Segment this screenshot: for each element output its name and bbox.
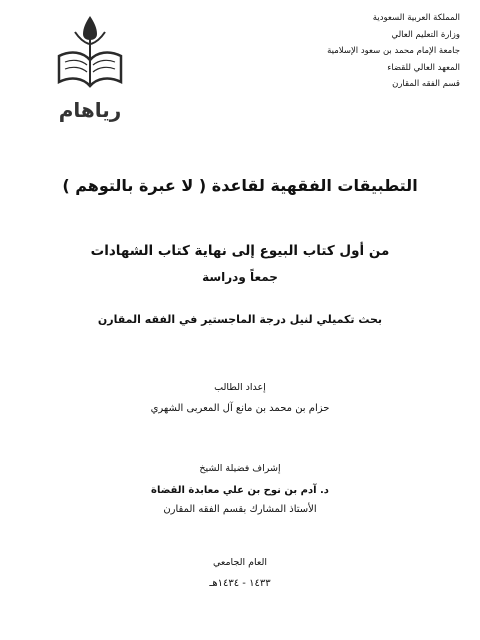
academic-year-label: العام الجامعي	[212, 557, 268, 568]
logo-wordmark: رياهام	[58, 98, 122, 122]
thesis-title: التطبيقات الفقهية لقاعدة ( لا عبرة بالتوهم )	[62, 176, 418, 195]
header-line-department: قسم الفقه المقارن	[392, 79, 460, 89]
thesis-scope: من أول كتاب البيوع إلى نهاية كتاب الشهادات	[90, 243, 390, 259]
header-line-institute: المعهد العالي للقضاء	[387, 62, 460, 73]
emblem-icon	[45, 12, 135, 97]
thesis-method: جمعاً ودراسة	[202, 270, 278, 284]
academic-year: ١٤٣٣ - ١٤٣٤هـ	[209, 578, 271, 589]
university-logo	[45, 12, 135, 122]
header-line-country: المملكة العربية السعودية	[372, 13, 460, 23]
student-label: إعداد الطالب	[214, 382, 266, 393]
header-line-university: جامعة الإمام محمد بن سعود الإسلامية	[327, 46, 460, 56]
supervisor-name: د. آدم بن نوح بن علي معابدة القضاة	[151, 485, 329, 496]
header-line-ministry: وزارة التعليم العالي	[391, 29, 460, 40]
supervisor-label: إشراف فضيلة الشيخ	[199, 463, 281, 474]
student-name: حزام بن محمد بن مانع آل المعربى الشهري	[150, 403, 330, 414]
institution-header	[250, 10, 460, 93]
degree-statement: بحث تكميلي لنيل درجة الماجستير في الفقه المقارن	[97, 313, 383, 326]
supervisor-position: الأستاذ المشارك بقسم الفقه المقارن	[163, 504, 317, 515]
